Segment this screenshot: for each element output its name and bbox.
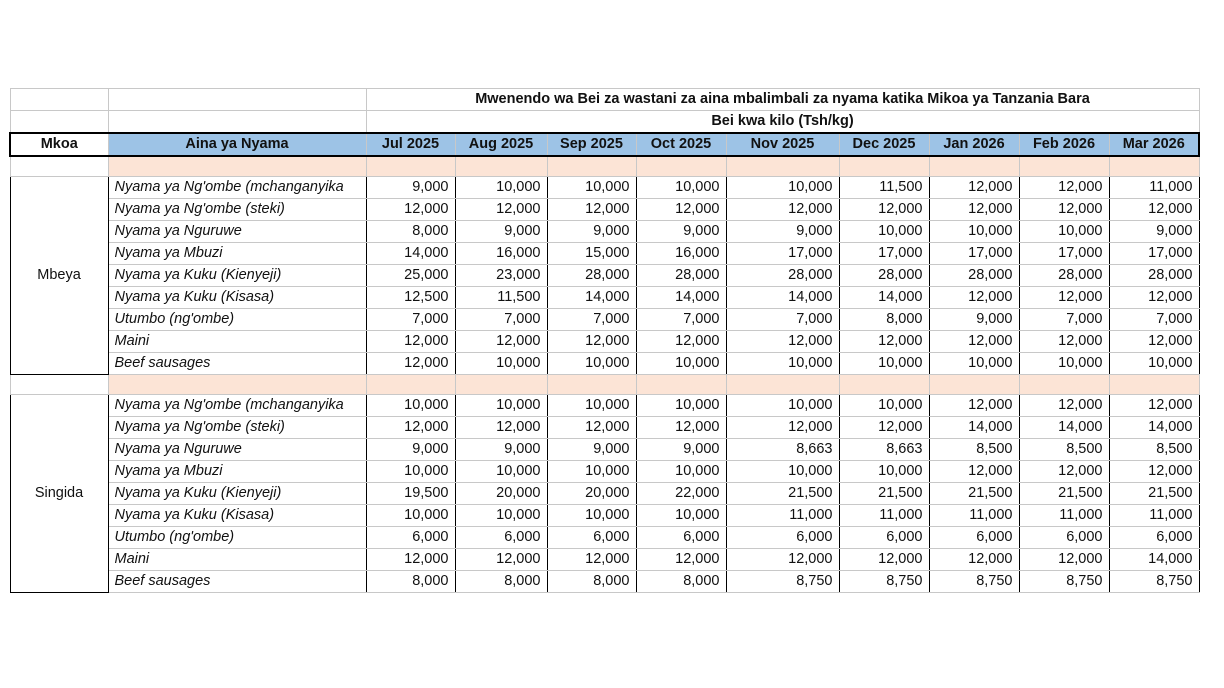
meat-type-cell[interactable]: Nyama ya Ng'ombe (mchanganyika [108,395,366,417]
spacer-cell [929,375,1019,395]
price-cell[interactable]: 10,000 [547,353,636,375]
price-cell[interactable]: 8,750 [1109,571,1199,593]
column-header-region[interactable]: Mkoa [10,133,108,156]
spacer-cell [1019,375,1109,395]
price-cell[interactable]: 21,500 [839,483,929,505]
price-cell[interactable]: 10,000 [455,395,547,417]
price-cell[interactable]: 10,000 [455,177,547,199]
price-cell[interactable]: 6,000 [929,527,1019,549]
price-cell[interactable]: 28,000 [929,265,1019,287]
spacer-row [10,156,1199,177]
price-cell[interactable]: 21,500 [726,483,839,505]
meat-type-cell[interactable]: Utumbo (ng'ombe) [108,527,366,549]
price-cell[interactable]: 8,000 [547,571,636,593]
price-cell[interactable]: 7,000 [1019,309,1109,331]
spacer-cell [108,375,366,395]
column-header-month[interactable]: Mar 2026 [1109,133,1199,156]
price-cell[interactable]: 12,000 [1019,177,1109,199]
price-cell[interactable]: 12,000 [636,549,726,571]
price-cell[interactable]: 10,000 [929,221,1019,243]
price-cell[interactable]: 14,000 [726,287,839,309]
price-cell[interactable]: 12,000 [929,199,1019,221]
price-cell[interactable]: 12,000 [929,461,1019,483]
spacer-cell [1109,156,1199,177]
price-cell[interactable]: 6,000 [547,527,636,549]
price-cell[interactable]: 19,500 [366,483,455,505]
price-cell[interactable]: 10,000 [636,177,726,199]
price-cell[interactable]: 12,000 [929,331,1019,353]
price-cell[interactable]: 12,000 [929,395,1019,417]
price-cell[interactable]: 6,000 [1019,527,1109,549]
table-row [10,505,1199,527]
column-header-month[interactable]: Sep 2025 [547,133,636,156]
price-cell[interactable]: 10,000 [547,505,636,527]
price-cell[interactable]: 8,663 [726,439,839,461]
price-cell[interactable]: 7,000 [636,309,726,331]
price-cell[interactable]: 8,500 [929,439,1019,461]
price-cell[interactable]: 9,000 [366,177,455,199]
spacer-cell [366,156,455,177]
price-cell[interactable]: 12,000 [366,331,455,353]
price-cell[interactable]: 12,000 [1109,199,1199,221]
price-cell[interactable]: 11,500 [455,287,547,309]
price-cell[interactable]: 20,000 [547,483,636,505]
column-header-month[interactable]: Nov 2025 [726,133,839,156]
price-cell[interactable]: 10,000 [839,353,929,375]
price-cell[interactable]: 6,000 [636,527,726,549]
price-cell[interactable]: 10,000 [1019,353,1109,375]
price-cell[interactable]: 12,000 [726,549,839,571]
meat-type-cell[interactable]: Nyama ya Kuku (Kisasa) [108,505,366,527]
meat-type-cell[interactable]: Beef sausages [108,353,366,375]
meat-type-cell[interactable]: Nyama ya Ng'ombe (steki) [108,417,366,439]
spacer-cell [10,375,108,395]
meat-type-cell[interactable]: Nyama ya Mbuzi [108,243,366,265]
price-cell[interactable]: 9,000 [547,439,636,461]
price-cell[interactable]: 20,000 [455,483,547,505]
price-cell[interactable]: 25,000 [366,265,455,287]
spacer-cell [547,375,636,395]
price-cell[interactable]: 8,000 [366,571,455,593]
price-cell[interactable]: 21,500 [1109,483,1199,505]
spacer-cell [10,156,108,177]
price-cell[interactable]: 11,000 [839,505,929,527]
price-cell[interactable]: 10,000 [636,353,726,375]
price-cell[interactable]: 9,000 [455,221,547,243]
price-cell[interactable]: 9,000 [636,221,726,243]
spacer-cell [636,375,726,395]
price-cell[interactable]: 12,000 [455,331,547,353]
spacer-cell [366,375,455,395]
price-cell[interactable]: 11,000 [1109,505,1199,527]
spacer-cell [547,156,636,177]
meat-type-cell[interactable]: Beef sausages [108,571,366,593]
price-cell[interactable]: 8,000 [636,571,726,593]
table-row [10,287,1199,309]
price-cell[interactable]: 12,000 [1109,287,1199,309]
price-cell[interactable]: 6,000 [1109,527,1199,549]
price-cell[interactable]: 10,000 [929,353,1019,375]
column-header-month[interactable]: Dec 2025 [839,133,929,156]
table-row [10,395,1199,417]
price-cell[interactable]: 28,000 [726,265,839,287]
price-cell[interactable]: 9,000 [929,309,1019,331]
price-cell[interactable]: 7,000 [366,309,455,331]
price-cell[interactable]: 12,000 [1109,461,1199,483]
price-cell[interactable]: 12,000 [455,417,547,439]
table-row [10,483,1199,505]
column-header-month[interactable]: Aug 2025 [455,133,547,156]
price-cell[interactable]: 12,000 [636,331,726,353]
blank-cell [108,89,366,111]
price-cell[interactable]: 11,500 [839,177,929,199]
price-cell[interactable]: 28,000 [839,265,929,287]
table-row [10,353,1199,375]
price-cell[interactable]: 9,000 [726,221,839,243]
table-row [10,243,1199,265]
meat-type-cell[interactable]: Nyama ya Ng'ombe (mchanganyika [108,177,366,199]
price-cell[interactable]: 16,000 [636,243,726,265]
price-cell[interactable]: 14,000 [929,417,1019,439]
price-cell[interactable]: 11,000 [726,505,839,527]
price-cell[interactable]: 12,000 [366,353,455,375]
column-header-month[interactable]: Oct 2025 [636,133,726,156]
meat-type-cell[interactable]: Maini [108,331,366,353]
price-cell[interactable]: 6,000 [839,527,929,549]
price-cell[interactable]: 12,000 [366,417,455,439]
column-header-month[interactable]: Jul 2025 [366,133,455,156]
price-cell[interactable]: 12,000 [839,331,929,353]
price-cell[interactable]: 12,000 [1109,331,1199,353]
price-cell[interactable]: 14,000 [1019,417,1109,439]
price-cell[interactable]: 8,000 [839,309,929,331]
cropped-previous-row [110,80,360,86]
price-cell[interactable]: 7,000 [455,309,547,331]
column-header-month[interactable]: Jan 2026 [929,133,1019,156]
table-row [10,199,1199,221]
price-cell[interactable]: 8,750 [726,571,839,593]
region-cell[interactable]: Singida [10,395,108,593]
meat-type-cell[interactable]: Nyama ya Kuku (Kienyeji) [108,265,366,287]
table-row [10,417,1199,439]
price-cell[interactable]: 12,000 [1019,287,1109,309]
price-cell[interactable]: 28,000 [1019,265,1109,287]
price-cell[interactable]: 14,000 [839,287,929,309]
price-cell[interactable]: 12,000 [1019,395,1109,417]
price-cell[interactable]: 12,500 [366,287,455,309]
price-cell[interactable]: 10,000 [547,395,636,417]
price-cell[interactable]: 17,000 [929,243,1019,265]
price-cell[interactable]: 8,500 [1019,439,1109,461]
price-cell[interactable]: 9,000 [366,439,455,461]
price-cell[interactable]: 12,000 [726,199,839,221]
price-cell[interactable]: 7,000 [1109,309,1199,331]
spacer-cell [726,375,839,395]
price-cell[interactable]: 10,000 [1019,221,1109,243]
price-cell[interactable]: 12,000 [1109,395,1199,417]
price-cell[interactable]: 10,000 [1109,353,1199,375]
price-cell[interactable]: 8,000 [455,571,547,593]
price-cell[interactable]: 6,000 [366,527,455,549]
price-cell[interactable]: 14,000 [366,243,455,265]
price-cell[interactable]: 6,000 [455,527,547,549]
price-cell[interactable]: 10,000 [455,505,547,527]
table-row [10,309,1199,331]
table-row [10,439,1199,461]
price-cell[interactable]: 28,000 [636,265,726,287]
price-cell[interactable]: 11,000 [1109,177,1199,199]
price-cell[interactable]: 11,000 [929,505,1019,527]
price-cell[interactable]: 11,000 [1019,505,1109,527]
price-cell[interactable]: 10,000 [547,177,636,199]
meat-type-cell[interactable]: Maini [108,549,366,571]
price-cell[interactable]: 12,000 [547,549,636,571]
price-cell[interactable]: 10,000 [636,395,726,417]
price-cell[interactable]: 12,000 [547,417,636,439]
price-cell[interactable]: 10,000 [455,353,547,375]
meat-type-cell[interactable]: Utumbo (ng'ombe) [108,309,366,331]
price-cell[interactable]: 17,000 [1019,243,1109,265]
price-cell[interactable]: 10,000 [636,505,726,527]
price-cell[interactable]: 12,000 [839,199,929,221]
spacer-cell [455,156,547,177]
meat-type-cell[interactable]: Nyama ya Kuku (Kienyeji) [108,483,366,505]
meat-type-cell[interactable]: Nyama ya Nguruwe [108,221,366,243]
price-cell[interactable]: 17,000 [1109,243,1199,265]
blank-cell [10,89,108,111]
price-cell[interactable]: 21,500 [1019,483,1109,505]
price-cell[interactable]: 14,000 [547,287,636,309]
price-cell[interactable]: 10,000 [455,461,547,483]
table-row [10,221,1199,243]
price-cell[interactable]: 12,000 [1019,549,1109,571]
spacer-cell [726,156,839,177]
price-cell[interactable]: 14,000 [1109,417,1199,439]
price-cell[interactable]: 12,000 [1019,331,1109,353]
spacer-cell [929,156,1019,177]
price-cell[interactable]: 10,000 [839,395,929,417]
spacer-cell [1109,375,1199,395]
blank-cell [10,111,108,134]
price-cell[interactable]: 10,000 [726,395,839,417]
price-cell[interactable]: 12,000 [366,199,455,221]
price-cell[interactable]: 10,000 [547,461,636,483]
price-cell[interactable]: 10,000 [726,461,839,483]
price-cell[interactable]: 12,000 [929,549,1019,571]
meat-type-cell[interactable]: Nyama ya Kuku (Kisasa) [108,287,366,309]
price-cell[interactable]: 12,000 [547,331,636,353]
spacer-cell [636,156,726,177]
price-cell[interactable]: 8,500 [1109,439,1199,461]
price-cell[interactable]: 9,000 [636,439,726,461]
price-cell[interactable]: 8,663 [839,439,929,461]
meat-price-table [9,88,1200,593]
table-row [10,177,1199,199]
price-cell[interactable]: 9,000 [547,221,636,243]
spacer-row [10,375,1199,395]
table-title: Mwenendo wa Bei za wastani za aina mbalimbali za nyama katika Mikoa ya Tanzania Bara [366,89,1199,111]
spacer-cell [839,375,929,395]
price-cell[interactable]: 17,000 [726,243,839,265]
price-cell[interactable]: 17,000 [839,243,929,265]
price-cell[interactable]: 10,000 [839,461,929,483]
price-cell[interactable]: 12,000 [839,549,929,571]
spacer-cell [1019,156,1109,177]
price-cell[interactable]: 12,000 [726,331,839,353]
price-cell[interactable]: 23,000 [455,265,547,287]
table-row [10,461,1199,483]
price-cell[interactable]: 14,000 [1109,549,1199,571]
price-cell[interactable]: 21,500 [929,483,1019,505]
price-cell[interactable]: 12,000 [929,287,1019,309]
price-cell[interactable]: 22,000 [636,483,726,505]
price-cell[interactable]: 28,000 [1109,265,1199,287]
price-cell[interactable]: 28,000 [547,265,636,287]
price-cell[interactable]: 10,000 [366,461,455,483]
price-cell[interactable]: 12,000 [366,549,455,571]
price-cell[interactable]: 9,000 [1109,221,1199,243]
price-cell[interactable]: 10,000 [366,395,455,417]
column-header-meat[interactable]: Aina ya Nyama [108,133,366,156]
blank-cell [108,111,366,134]
spacer-cell [455,375,547,395]
price-cell[interactable]: 12,000 [455,199,547,221]
price-cell[interactable]: 12,000 [636,199,726,221]
price-cell[interactable]: 10,000 [636,461,726,483]
meat-type-cell[interactable]: Nyama ya Ng'ombe (steki) [108,199,366,221]
price-cell[interactable]: 10,000 [839,221,929,243]
price-cell[interactable]: 12,000 [726,417,839,439]
price-cell[interactable]: 12,000 [1019,199,1109,221]
price-cell[interactable]: 12,000 [839,417,929,439]
price-cell[interactable]: 9,000 [455,439,547,461]
price-cell[interactable]: 8,750 [839,571,929,593]
price-cell[interactable]: 6,000 [726,527,839,549]
table-row [10,265,1199,287]
price-cell[interactable]: 15,000 [547,243,636,265]
price-cell[interactable]: 16,000 [455,243,547,265]
table-row [10,549,1199,571]
price-cell[interactable]: 14,000 [636,287,726,309]
price-cell[interactable]: 7,000 [547,309,636,331]
price-cell[interactable]: 12,000 [1019,461,1109,483]
table-row [10,527,1199,549]
table-row [10,331,1199,353]
spacer-cell [108,156,366,177]
price-cell[interactable]: 12,000 [636,417,726,439]
price-cell[interactable]: 12,000 [455,549,547,571]
price-cell[interactable]: 10,000 [366,505,455,527]
price-cell[interactable]: 7,000 [726,309,839,331]
price-cell[interactable]: 12,000 [929,177,1019,199]
price-cell[interactable]: 8,750 [929,571,1019,593]
spacer-cell [839,156,929,177]
meat-type-cell[interactable]: Nyama ya Mbuzi [108,461,366,483]
table-row [10,571,1199,593]
price-cell[interactable]: 8,000 [366,221,455,243]
price-cell[interactable]: 12,000 [547,199,636,221]
price-cell[interactable]: 8,750 [1019,571,1109,593]
table-subtitle: Bei kwa kilo (Tsh/kg) [366,111,1199,134]
region-cell[interactable]: Mbeya [10,177,108,375]
price-cell[interactable]: 10,000 [726,353,839,375]
price-cell[interactable]: 10,000 [726,177,839,199]
column-header-month[interactable]: Feb 2026 [1019,133,1109,156]
meat-type-cell[interactable]: Nyama ya Nguruwe [108,439,366,461]
